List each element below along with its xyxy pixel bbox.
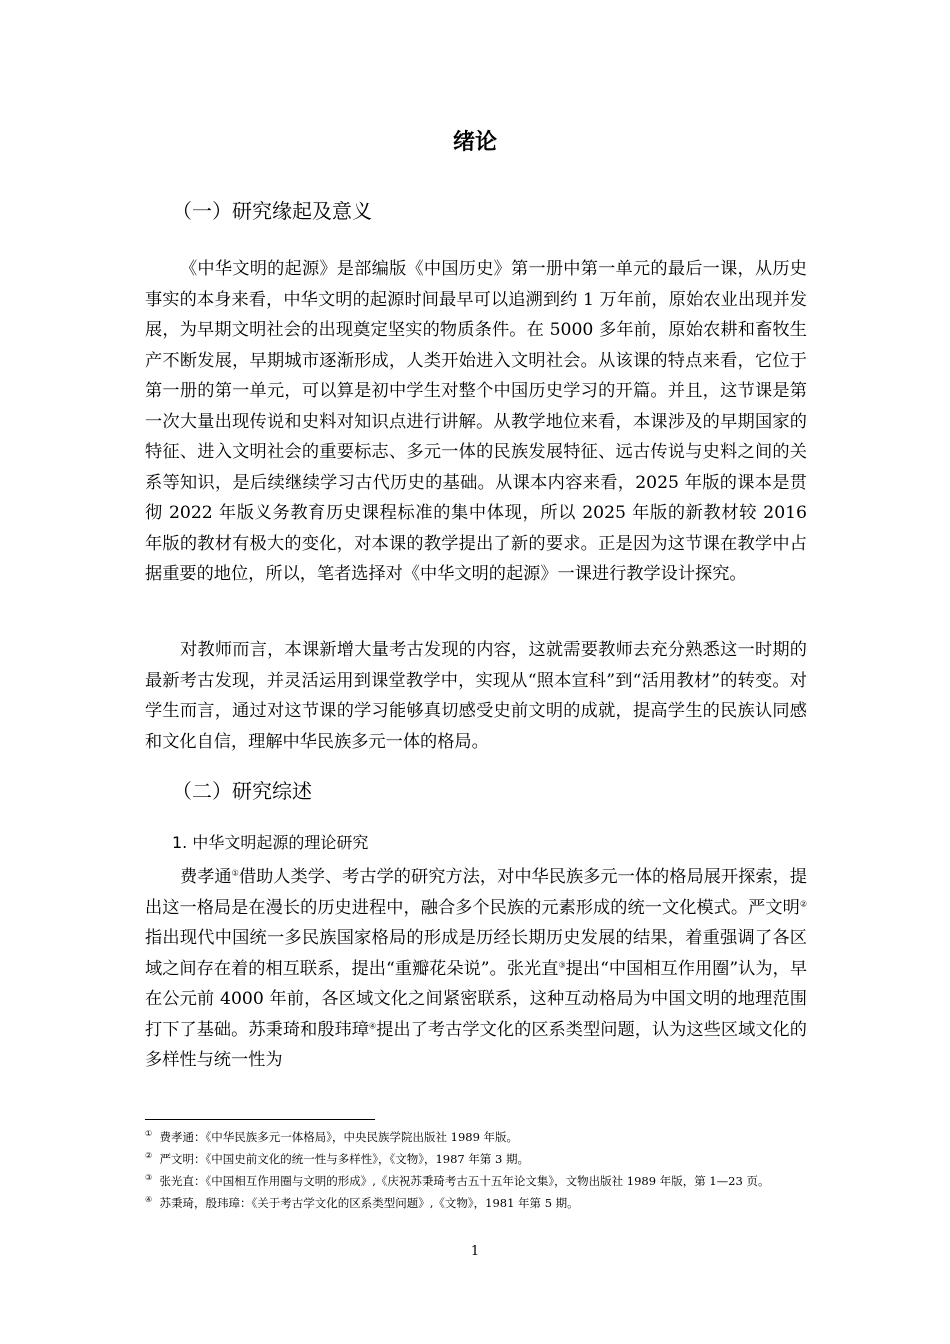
text-segment: 提出了考古学文化的区系类型问题，认为这些区域文化的多样性与统一性为 (145, 1019, 807, 1070)
footnote-3 (145, 1172, 807, 1190)
footnotes (145, 1128, 807, 1216)
paragraph-significance: 对教师而言，本课新增大量考古发现的内容，这就需要教师去充分熟悉这一时期的最新考古发现，并灵活运用到课堂教学中，实现从“照本宣科”到“活用教材”的转变。对学生而言，通过对这节课的学习能够真切感受史前文明的成就，提高学生的民族认同感和文化自信，理解中华民族多元一体的格局。 (145, 640, 807, 752)
footnote-text: 严文明：《中国史前文化的统一性与多样性》，《文物》，1987 年第 3 期。 (159, 1152, 530, 1166)
footnote-1 (145, 1128, 807, 1146)
paragraph-background: 《中华文明的起源》是部编版《中国历史》第一册中第一单元的最后一课，从历史事实的本身来看，中华文明的起源时间最早可以追溯到约 1 万年前，原始农业出现并发展，为早期文明社会的出现奠定坚实的物质条件。在 5000 多年前，原始农耕和畜牧生产不断发展，早期城市逐渐形成，人类开始进入文明社会。从该课的特点来看，它位于第一册的第一单元，可以算是初中学生对整个中国历史学习的开篇。并且，这节课是第一次大量出现传说和史料对知识点进行讲解。从教学地位来看，本课涉及的早期国家的特征、进入文明社会的重要标志、多元一体的民族发展特征、远古传说与史料之间的关系等知识，是后续继续学习古代历史的基础。从课本内容来看，2025 年版的课本是贯彻 2022 年版义务教育历史课程标准的集中体现，所以 2025 年版的新教材较 2016 年版的教材有极大的变化，对本课的教学提出了新的要求。正是因为这节课在教学中占据重要的地位，所以，笔者选择对《中华文明的起源》一课进行教学设计探究。 (145, 259, 807, 584)
paragraph-theory-review (145, 862, 807, 1076)
footnote-mark: ② (145, 1151, 153, 1161)
text-segment: 指出现代中国统一多民族国家格局的形成是历经长期历史发展的结果，着重强调了各区域之间存在着的相互联系，提出“重瓣花朵说”。张光直 (145, 928, 807, 979)
footnote-ref-3[interactable]: ③ (558, 959, 566, 969)
footnote-4 (145, 1194, 807, 1212)
footnote-mark: ① (145, 1129, 153, 1139)
footnote-divider (145, 1119, 375, 1120)
text-segment: 借助人类学、考古学的研究方法，对中华民族多元一体的格局展开探索，提出这一格局是在漫长的历史进程中，融合多个民族的元素形成的统一文化模式。严文明 (145, 867, 807, 918)
footnote-ref-4[interactable]: ④ (369, 1020, 377, 1030)
subsection-heading-theory: 1. 中华文明起源的理论研究 (172, 833, 369, 852)
text-segment: 提出“中国相互作用圈”认为，早在公元前 4000 年前，各区域文化之间紧密联系，这种互动格局为中国文明的地理范围打下了基础。苏秉琦和殷玮璋 (145, 958, 808, 1040)
footnote-2 (145, 1150, 807, 1168)
footnote-ref-1[interactable]: ① (231, 868, 239, 878)
page-title: 绪论 (452, 130, 497, 155)
section-heading-origin: （一）研究缘起及意义 (172, 199, 372, 223)
footnote-text: 费孝通：《中华民族多元一体格局》，中央民族学院出版社 1989 年版。 (159, 1130, 519, 1144)
text-segment: 费孝通 (180, 867, 232, 887)
footnote-text: 苏秉琦，殷玮璋：《关于考古学文化的区系类型问题》,《文物》，1981 年第 5 期。 (159, 1196, 579, 1210)
footnote-ref-2[interactable]: ② (799, 898, 807, 908)
footnote-mark: ③ (145, 1173, 153, 1183)
section-heading-review: （二）研究综述 (172, 779, 312, 803)
footnote-mark: ④ (145, 1195, 153, 1205)
footnote-text: 张光直：《中国相互作用圈与文明的形成》,《庆祝苏秉琦考古五十五年论文集》，文物出版社 1989 年版，第 1—23 页。 (159, 1174, 770, 1188)
page-number: 1 (470, 1244, 480, 1259)
